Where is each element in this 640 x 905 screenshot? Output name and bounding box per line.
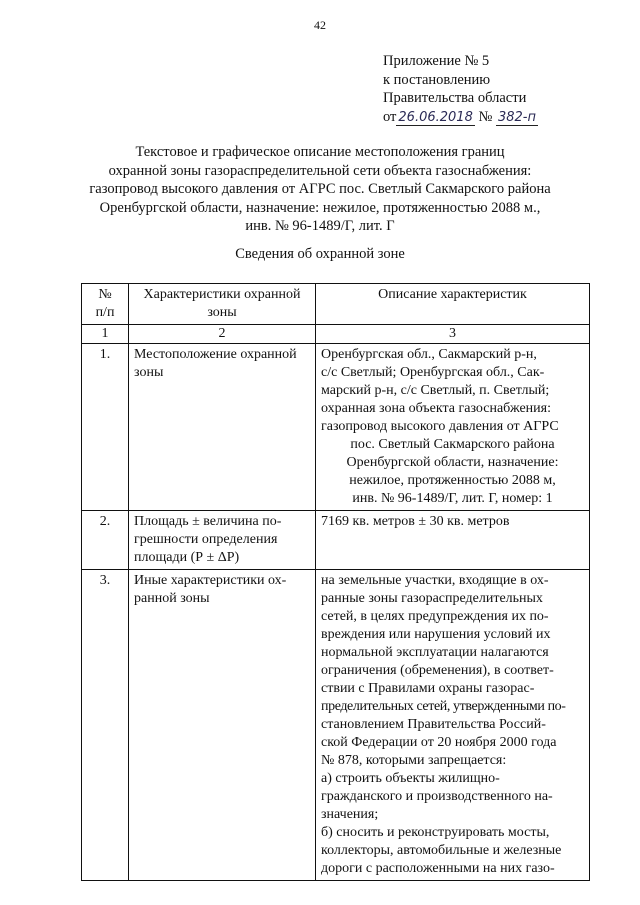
cell-line: нежилое, протяженностью 2088 м, — [349, 473, 556, 488]
cell-line: становлением Правительства Россий- — [321, 717, 546, 732]
cell-line: 7169 кв. метров ± 30 кв. метров — [321, 514, 510, 529]
title-line-5: инв. № 96-1489/Г, лит. Г — [245, 218, 395, 234]
cell-line: ранные зоны газораспределительных — [321, 591, 543, 606]
appendix-line-2: к постановлению — [383, 71, 491, 88]
header-cell-characteristics — [129, 284, 316, 325]
handwritten-number: 382-п — [497, 109, 536, 125]
cell-line: Оренбургская обл., Сакмарский р-н, — [321, 347, 537, 362]
cell-line: пос. Светлый Сакмарского района — [350, 437, 555, 452]
handwritten-date: 26.06.2018 — [398, 109, 473, 125]
row-characteristic — [129, 511, 316, 570]
title-line-3: газопровод высокого давления от АГРС пос. Светлый Сакмарского района — [89, 181, 551, 197]
row-description — [316, 344, 590, 511]
appendix-block — [383, 52, 538, 127]
title-line-4: Оренбургской области, назначение: нежилое, протяженностью 2088 м., — [99, 199, 541, 216]
index-cell: 1 — [82, 325, 129, 344]
cell-line: зоны — [134, 365, 164, 380]
cell-line: вреждения или нарушения условий их — [321, 627, 551, 642]
index-cell: 2 — [129, 325, 316, 344]
cell-line: дороги с расположенными на них газо- — [321, 861, 555, 876]
table-row — [82, 511, 590, 570]
row-number: 3. — [82, 570, 129, 881]
cell-line: инв. № 96-1489/Г, лит. Г, номер: 1 — [352, 491, 553, 506]
header-line: п/п — [95, 305, 115, 320]
cell-line: нормальной эксплуатации налагаются — [321, 645, 549, 660]
page-number: 42 — [314, 18, 326, 32]
cell-line: ранной зоны — [134, 591, 210, 606]
cell-line: на земельные участки, входящие в ох- — [321, 573, 549, 588]
cell-line: грешности определения — [134, 532, 278, 547]
cell-line: коллекторы, автомобильные и железные — [321, 843, 562, 858]
index-cell: 3 — [316, 325, 590, 344]
protection-zone-table — [81, 283, 590, 881]
cell-line: № 878, которыми запрещается: — [321, 753, 507, 768]
table-header-row — [82, 284, 590, 325]
header-cell-number — [82, 284, 129, 325]
row-number: 1. — [82, 344, 129, 511]
row-description — [316, 511, 590, 570]
section-title: Сведения об охранной зоне — [235, 246, 405, 262]
cell-line: Местоположение охранной — [134, 347, 297, 362]
cell-line: а) строить объекты жилищно- — [321, 771, 500, 786]
table-index-row — [82, 325, 590, 344]
cell-line: Площадь ± величина по- — [134, 514, 282, 529]
cell-line: с/с Светлый; Оренбургская обл., Сак- — [321, 365, 545, 380]
cell-line: ской Федерации от 20 ноября 2000 года — [321, 735, 557, 750]
row-characteristic — [129, 570, 316, 881]
cell-line: марский р-н, с/с Светлый, п. Светлый; — [321, 383, 550, 398]
cell-line: Оренбургской области, назначение: — [346, 455, 559, 470]
cell-line: значения; — [321, 807, 379, 822]
row-description — [316, 570, 590, 881]
cell-line: охранная зона объекта газоснабжения: — [321, 401, 551, 416]
appendix-line-3: Правительства области — [383, 90, 527, 106]
title-line-1: Текстовое и графическое описание местоположения границ — [135, 144, 505, 160]
appendix-title: Приложение № 5 — [383, 53, 490, 69]
cell-line: ограничения (обременения), в соответ- — [321, 663, 554, 678]
appendix-date-line — [383, 108, 538, 128]
number-prefix: № — [478, 108, 493, 125]
row-characteristic — [129, 344, 316, 511]
cell-line: сетей, в целях предупреждения их по- — [321, 609, 549, 624]
cell-line: гражданского и производственного на- — [321, 789, 553, 804]
cell-line: пределительных сетей, утвержденными по- — [321, 699, 566, 714]
header-line: зоны — [207, 305, 237, 320]
cell-line: ствии с Правилами охраны газорас- — [321, 681, 535, 696]
header-cell-description — [316, 284, 590, 325]
document-title — [70, 143, 570, 236]
cell-line: б) сносить и реконструировать мосты, — [321, 825, 550, 840]
table-row — [82, 570, 590, 881]
row-number: 2. — [82, 511, 129, 570]
header-line: Описание характеристик — [378, 287, 527, 302]
date-prefix: от — [383, 108, 397, 125]
table-row — [82, 344, 590, 511]
cell-line: газопровод высокого давления от АГРС — [321, 419, 559, 434]
header-line: № — [98, 287, 112, 302]
cell-line: площади (Р ± ΔР) — [134, 550, 240, 565]
title-line-2: охранной зоны газораспределительной сети объекта газоснабжения: — [108, 162, 532, 179]
header-line: Характеристики охранной — [143, 287, 301, 302]
cell-line: Иные характеристики ох- — [134, 573, 287, 588]
